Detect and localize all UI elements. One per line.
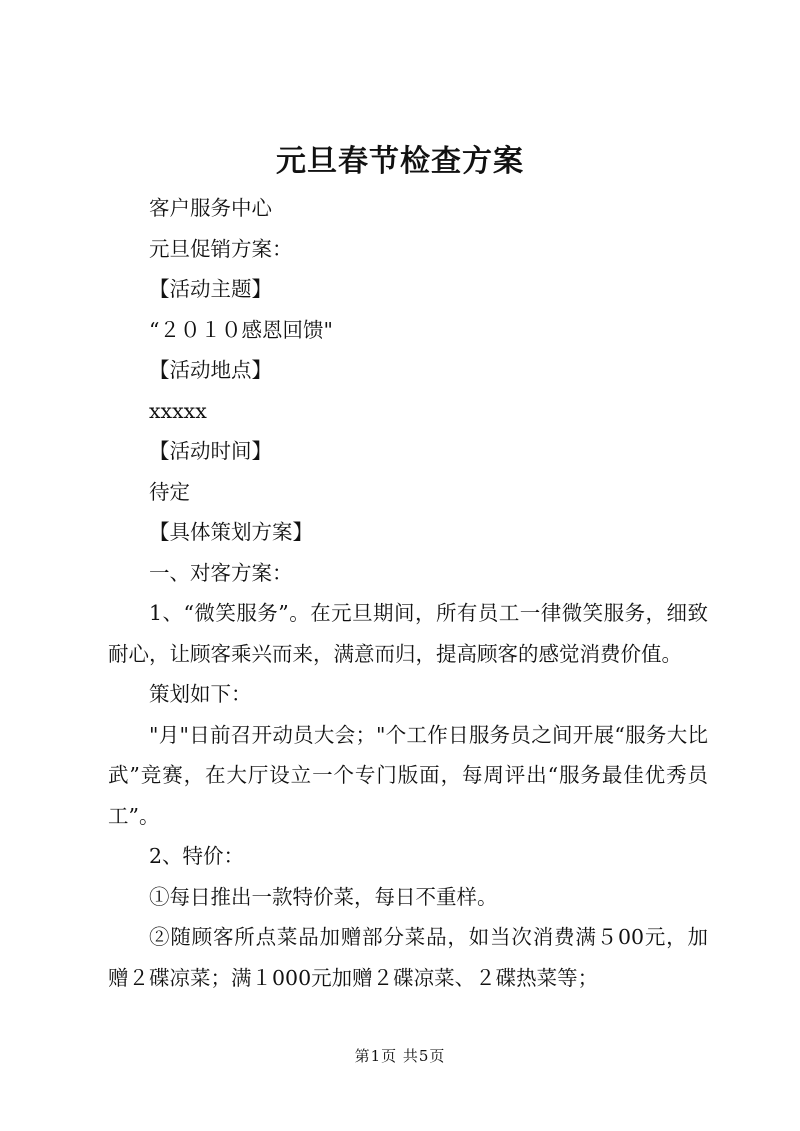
document-body bbox=[108, 188, 708, 998]
paragraph: ②随顾客所点菜品加赠部分菜品，如当次消费满５00元，加赠２碟凉菜；满１000元加赠２碟凉菜、２碟热菜等； bbox=[108, 925, 708, 990]
paragraph: ①每日推出一款特价菜，每日不重样。 bbox=[149, 884, 498, 909]
paragraph: "月"日前召开动员大会；"个工作日服务员之间开展“服务大比武”竞赛，在大厅设立一个专门版面，每周评出“服务最佳优秀员工”。 bbox=[108, 722, 708, 828]
paragraph: “２０１０感恩回馈" bbox=[149, 317, 333, 342]
paragraph: 策划如下： bbox=[149, 682, 252, 706]
paragraph: 一、对客方案： bbox=[149, 560, 293, 585]
paragraph: 元旦促销方案： bbox=[149, 236, 293, 261]
page-footer: 第1页 共5页 bbox=[354, 1047, 446, 1065]
paragraph: 【活动地点】 bbox=[149, 358, 272, 382]
paragraph: 1、“微笑服务”。在元旦期间，所有员工一律微笑服务，细致耐心，让顾客乘兴而来，满意而归，提高顾客的感觉消费价值。 bbox=[108, 601, 708, 666]
paragraph: 【活动时间】 bbox=[149, 439, 272, 463]
paragraph: 【活动主题】 bbox=[149, 277, 272, 301]
paragraph: 待定 bbox=[149, 479, 190, 504]
paragraph: xxxxx bbox=[149, 398, 207, 423]
paragraph: 【具体策划方案】 bbox=[149, 520, 313, 544]
paragraph: 客户服务中心 bbox=[149, 196, 272, 220]
paragraph: 2、特价： bbox=[149, 844, 245, 868]
document-title: 元旦春节检查方案 bbox=[276, 144, 524, 179]
